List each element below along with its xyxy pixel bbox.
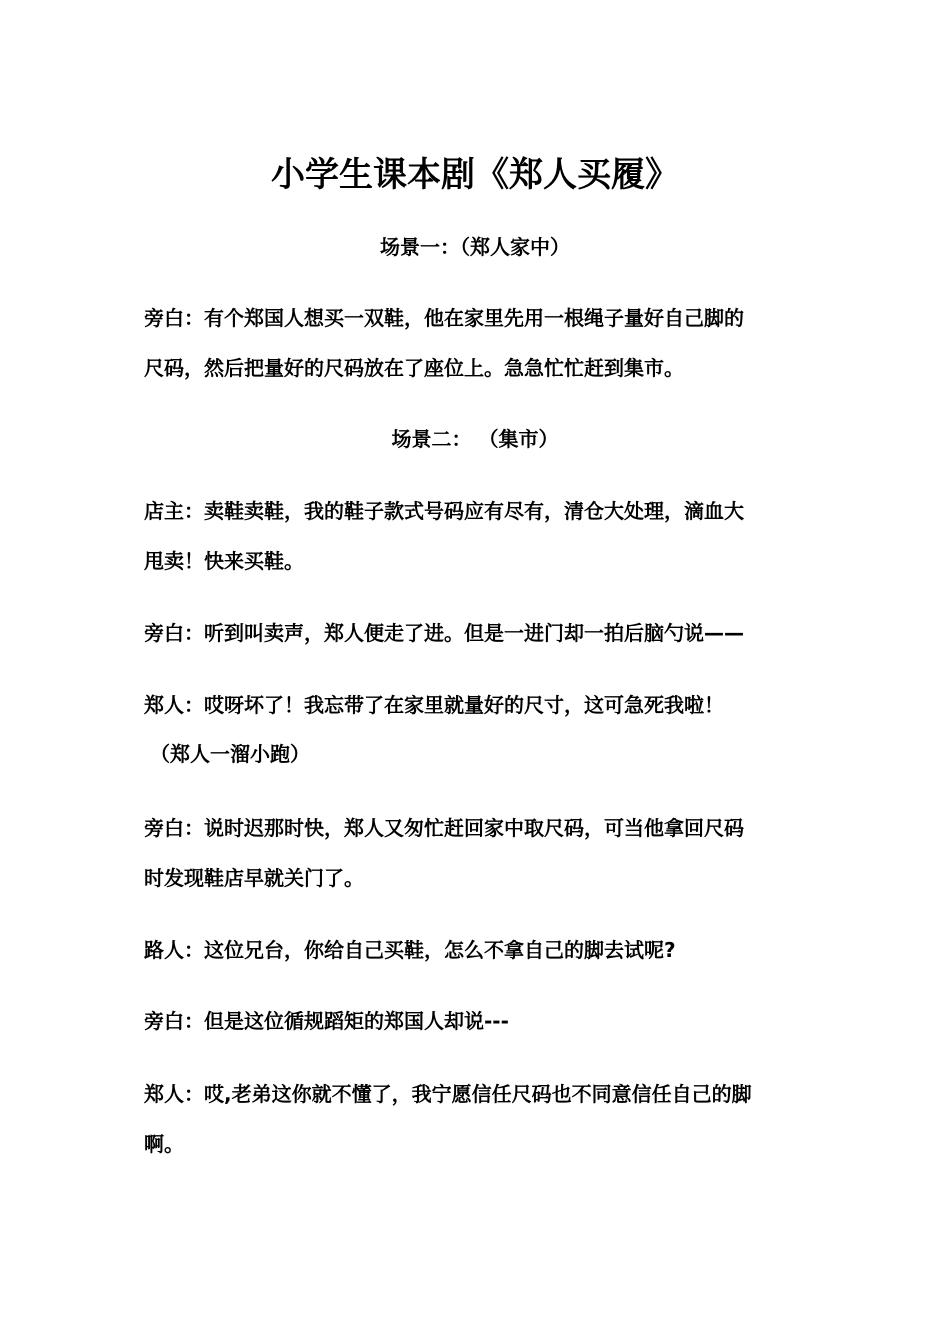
paragraph-zhengren-2 — [144, 1069, 804, 1169]
document-title: 小学生课本剧《郑人买履》 — [271, 155, 679, 195]
paragraph-narration-4 — [144, 996, 804, 1046]
paragraph-line: 旁白：但是这位循规蹈矩的郑国人却说--- — [144, 1009, 509, 1033]
paragraph-line: 旁白：说时迟那时快，郑人又匆忙赶回家中取尺码，可当他拿回尺码 — [144, 816, 744, 840]
paragraph-passerby — [144, 925, 804, 975]
paragraph-shopkeeper — [144, 486, 804, 586]
paragraph-line: 甩卖！快来买鞋。 — [144, 549, 304, 573]
paragraph-line: 尺码，然后把量好的尺码放在了座位上。急急忙忙赶到集市。 — [144, 356, 684, 380]
paragraph-narration-1 — [144, 293, 804, 393]
paragraph-line: 啊。 — [144, 1132, 184, 1156]
scene-heading-2: 场景二： （集市） — [391, 427, 559, 451]
paragraph-line: 旁白：有个郑国人想买一双鞋，他在家里先用一根绳子量好自己脚的 — [144, 306, 744, 330]
paragraph-line: 郑人：哎,老弟这你就不懂了，我宁愿信任尺码也不同意信任自己的脚 — [144, 1082, 752, 1106]
paragraph-line: 店主：卖鞋卖鞋，我的鞋子款式号码应有尽有，清仓大处理，滴血大 — [144, 499, 744, 523]
paragraph-narration-3 — [144, 803, 804, 903]
scene-heading-1: 场景一：（郑人家中） — [380, 235, 570, 259]
paragraph-line: 郑人：哎呀坏了！我忘带了在家里就量好的尺寸，这可急死我啦！ — [144, 693, 724, 717]
paragraph-zhengren-1 — [144, 680, 804, 730]
stage-direction: （郑人一溜小跑） — [150, 742, 310, 766]
paragraph-line: 旁白：听到叫卖声，郑人便走了进。但是一进门却一拍后脑勺说—— — [144, 621, 744, 645]
paragraph-line: 路人：这位兄台，你给自己买鞋，怎么不拿自己的脚去试呢? — [144, 938, 676, 962]
paragraph-narration-2 — [144, 608, 804, 658]
paragraph-line: 时发现鞋店早就关门了。 — [144, 866, 364, 890]
